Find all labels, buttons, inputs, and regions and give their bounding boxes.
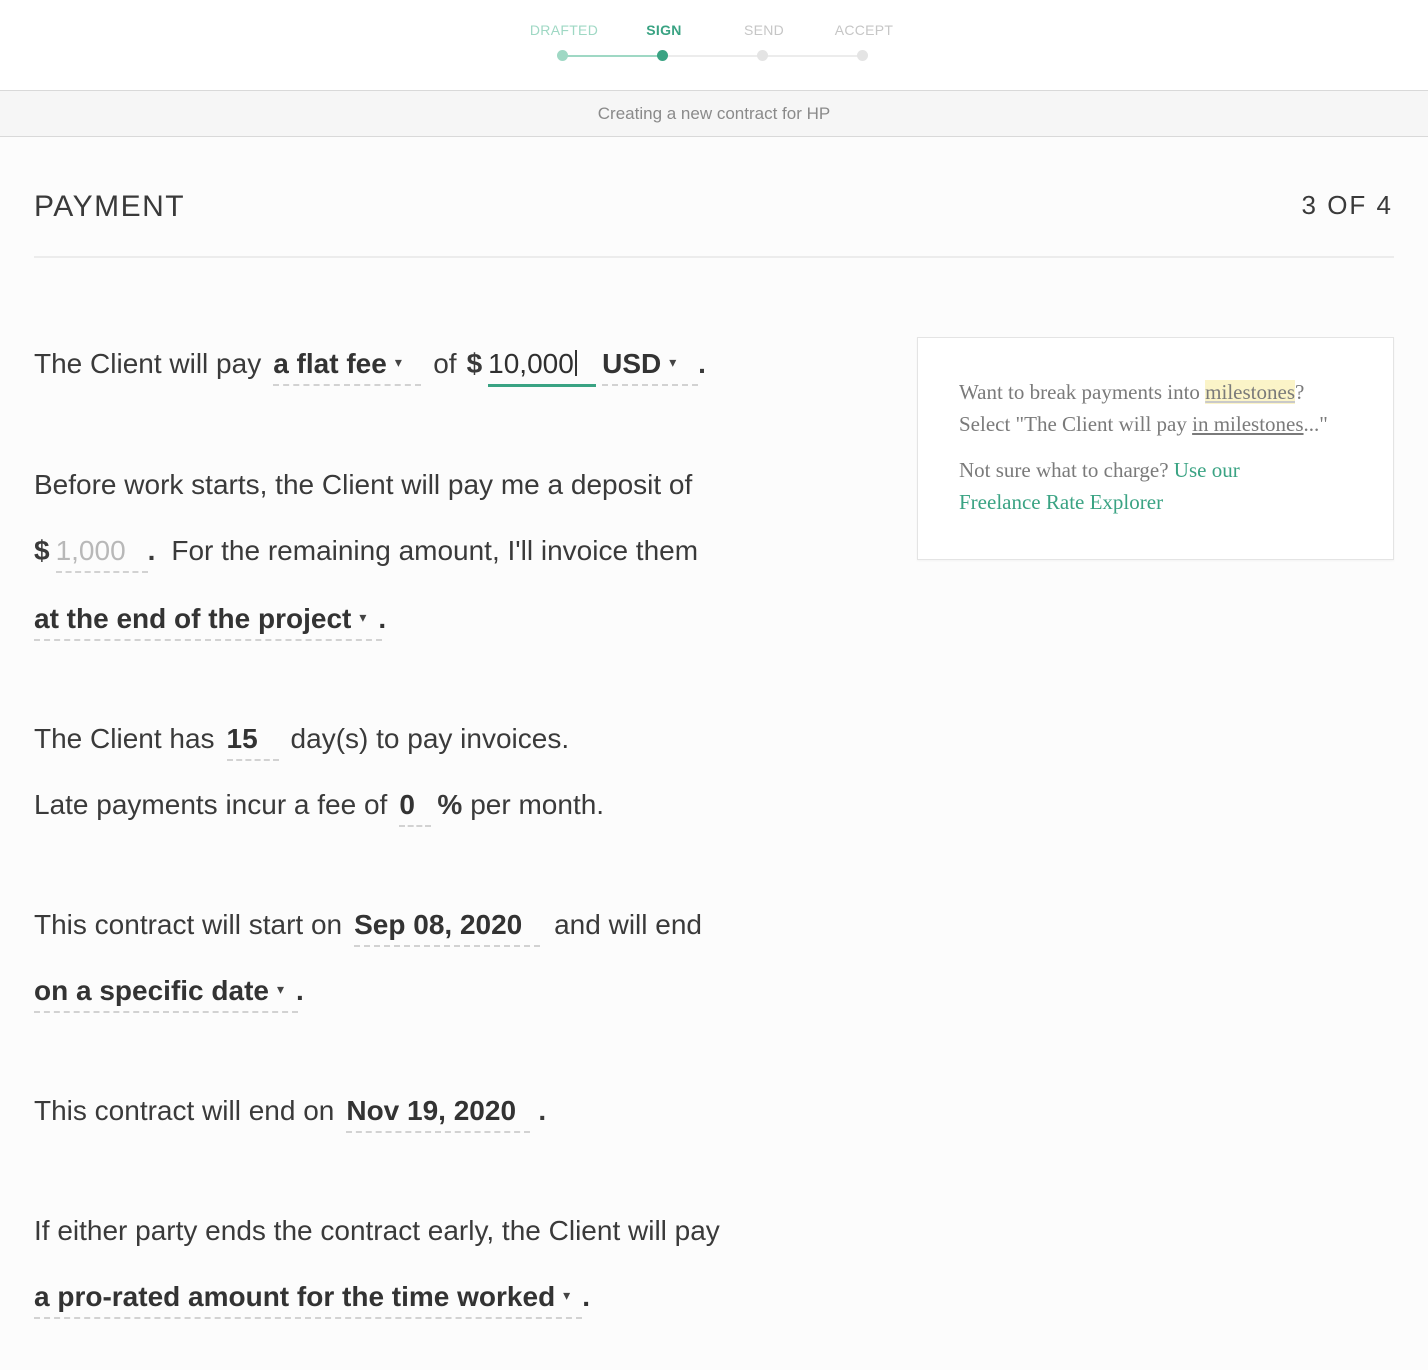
step-sign-label[interactable]: SIGN xyxy=(646,22,682,38)
late-fee-suffix: per month. xyxy=(470,789,605,820)
amount-value: 10,000 xyxy=(488,348,574,379)
payment-days-prefix: The Client has xyxy=(34,723,215,754)
step-drafted-dot[interactable] xyxy=(557,50,568,61)
hint-text: Select "The Client will pay xyxy=(959,412,1193,436)
hint-text: Not sure what to charge? xyxy=(959,458,1174,482)
end-mode-dropdown[interactable] xyxy=(34,975,304,1013)
caret-down-icon: ▾ xyxy=(669,354,677,370)
payment-days-input[interactable]: 15 xyxy=(227,723,279,761)
progress-stepper xyxy=(0,0,1428,91)
hint-text: Want to break payments into xyxy=(959,380,1206,404)
early-termination-sentence: If either party ends the contract early, the Client will pay xyxy=(34,1215,720,1246)
step-drafted-label[interactable]: DRAFTED xyxy=(529,22,599,38)
end-date-picker[interactable]: Nov 19, 2020 xyxy=(346,1095,530,1133)
rate-explorer-link[interactable]: Freelance Rate Explorer xyxy=(959,490,1164,514)
invoice-timing-dropdown[interactable] xyxy=(34,603,387,641)
step-send-dot xyxy=(757,50,768,61)
late-fee-sentence xyxy=(34,789,604,827)
period: . xyxy=(147,535,156,566)
step-accept-label: ACCEPT xyxy=(834,22,894,38)
currency-dropdown[interactable] xyxy=(602,348,698,386)
step-sign-dot[interactable] xyxy=(657,50,668,61)
amount-input[interactable] xyxy=(488,348,596,387)
period: . xyxy=(538,1095,547,1126)
contract-subheader: Creating a new contract for HP xyxy=(0,91,1428,137)
period: . xyxy=(582,1281,590,1312)
caret-down-icon: ▾ xyxy=(276,981,284,997)
fee-type-dropdown[interactable] xyxy=(273,348,421,386)
period: . xyxy=(698,348,706,379)
payment-days-suffix: day(s) to pay invoices. xyxy=(290,723,570,754)
period: . xyxy=(378,603,387,634)
early-termination-row xyxy=(34,1281,590,1319)
step-connector-done xyxy=(562,55,662,57)
end-mode-row xyxy=(34,975,304,1013)
step-send-label: SEND xyxy=(743,22,785,38)
milestones-hint xyxy=(959,376,1379,440)
start-date-suffix: and will end xyxy=(554,909,702,940)
end-date-sentence xyxy=(34,1095,546,1133)
currency-value: USD xyxy=(602,348,662,379)
payment-type-prefix: The Client will pay xyxy=(34,348,262,379)
late-fee-prefix: Late payments incur a fee of xyxy=(34,789,388,820)
caret-down-icon: ▾ xyxy=(394,354,402,370)
invoice-timing-value: at the end of the project xyxy=(34,603,352,634)
rate-explorer-hint xyxy=(959,454,1379,518)
start-date-sentence xyxy=(34,909,702,947)
deposit-currency-symbol: $ xyxy=(34,535,50,566)
step-accept-dot xyxy=(857,50,868,61)
currency-symbol: $ xyxy=(466,348,483,379)
early-termination-value: a pro-rated amount for the time worked xyxy=(34,1281,556,1312)
late-fee-input[interactable]: 0 xyxy=(399,789,431,827)
caret-down-icon: ▾ xyxy=(359,609,367,625)
percent-symbol: % xyxy=(437,789,463,820)
start-date-prefix: This contract will start on xyxy=(34,909,343,940)
of-text: of xyxy=(433,348,457,379)
early-termination-dropdown[interactable] xyxy=(34,1281,590,1319)
period: . xyxy=(296,975,304,1006)
in-milestones-link[interactable]: in milestones xyxy=(1192,412,1304,436)
end-mode-value: on a specific date xyxy=(34,975,269,1006)
text-cursor xyxy=(575,350,577,376)
deposit-amount-input[interactable]: 1,000 xyxy=(56,535,148,573)
caret-down-icon: ▾ xyxy=(563,1287,571,1303)
payment-type-sentence xyxy=(34,348,706,387)
section-title: PAYMENT xyxy=(34,190,186,223)
payment-hint-card xyxy=(917,337,1394,560)
start-date-picker[interactable]: Sep 08, 2020 xyxy=(354,909,540,947)
deposit-sentence: Before work starts, the Client will pay me a deposit of xyxy=(34,469,693,500)
deposit-amount-row xyxy=(34,535,698,573)
payment-days-sentence xyxy=(34,723,569,761)
section-progress: 3 OF 4 xyxy=(1301,190,1393,220)
rate-explorer-link-part1[interactable]: Use our xyxy=(1173,458,1240,482)
hint-text: ..." xyxy=(1303,412,1328,436)
end-date-prefix: This contract will end on xyxy=(34,1095,335,1126)
hint-text: ? xyxy=(1295,380,1305,404)
remaining-amount-text: For the remaining amount, I'll invoice them xyxy=(171,535,699,566)
section-divider xyxy=(34,256,1394,258)
milestones-highlight: milestones xyxy=(1205,380,1295,404)
fee-type-value: a flat fee xyxy=(273,348,387,379)
invoice-timing-row xyxy=(34,603,387,641)
